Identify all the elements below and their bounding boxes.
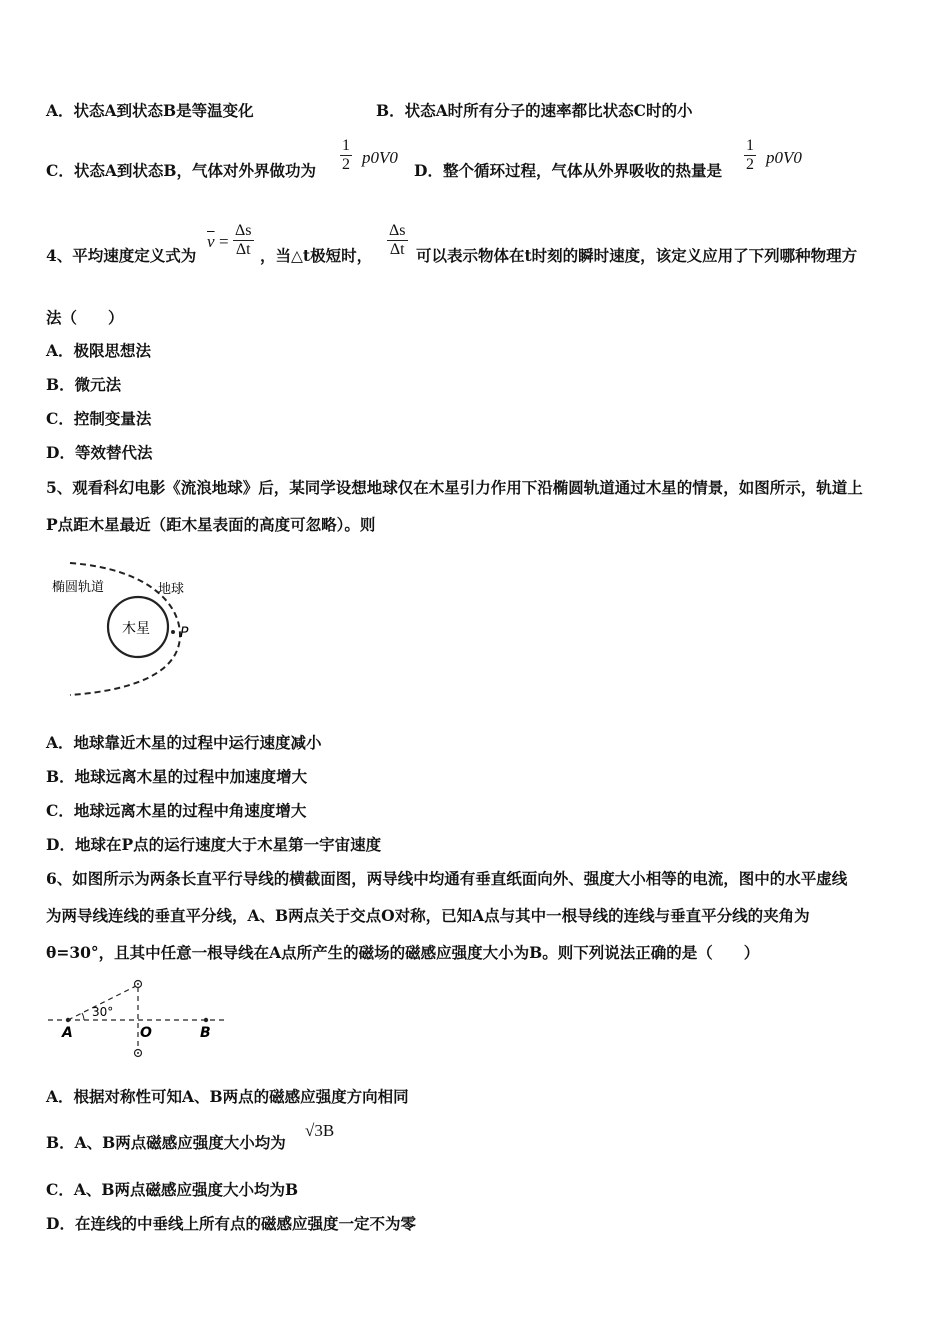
q5-option-d: D．地球在P点的运行速度大于木星第一宇宙速度: [46, 835, 382, 854]
q4-option-b: B．微元法: [46, 375, 122, 394]
q6-stem-line2: 为两导线连线的垂直平分线，A、B两点关于交点O对称，已知A点与其中一根导线的连线与垂直平分线的夹角为: [46, 906, 810, 925]
label-b: B: [200, 1025, 211, 1041]
lower-wire-dot: [137, 1052, 139, 1054]
q5-option-c: C．地球远离木星的过程中角速度增大: [46, 801, 307, 820]
q6-option-b-math: √3B: [305, 1121, 335, 1140]
q6-option-c: C．A、B两点磁感应强度大小均为B: [46, 1180, 299, 1199]
q3-option-d-p0v0: p0V0: [766, 148, 802, 167]
q4-stem-part3: 可以表示物体在t时刻的瞬时速度，该定义应用了下列哪种物理方: [416, 246, 858, 265]
q3-option-c: C．状态A到状态B，气体对外界做功为: [46, 161, 316, 180]
q4-option-d: D．等效替代法: [46, 443, 153, 462]
q3-option-b: B．状态A时所有分子的速率都比状态C时的小: [376, 101, 693, 120]
q4-fraction-1: [233, 222, 254, 259]
q4-option-c: C．控制变量法: [46, 409, 152, 428]
q6-wires-figure: [44, 975, 234, 1065]
angle-arc: [82, 1013, 84, 1020]
q6-option-b: B．A、B两点磁感应强度大小均为: [46, 1133, 286, 1152]
q4-vbar: $\overline{v}$: [207, 232, 215, 251]
upper-wire-dot: [137, 983, 139, 985]
angle-label: 30°: [92, 1005, 114, 1019]
q5-stem-line1: 5、观看科幻电影《流浪地球》后，某同学设想地球仅在木星引力作用下沿椭圆轨道通过木星的情景，如图所示，轨道上: [46, 478, 863, 497]
label-o: O: [140, 1025, 152, 1041]
point-p-marker: [171, 630, 175, 634]
q4-fraction-2: [387, 222, 408, 259]
q6-stem-line3: θ=30°，且其中任意一根导线在A点所产生的磁场的磁感应强度大小为B。则下列说法正确的是（ ）: [46, 943, 760, 962]
q3-option-d-fraction: [744, 137, 756, 174]
q4-equals: =: [219, 232, 229, 251]
fraction-numerator: Δs: [389, 222, 406, 239]
q3-option-a: A．状态A到状态B是等温变化: [46, 101, 254, 120]
q6-option-d: D．在连线的中垂线上所有点的磁感应强度一定不为零: [46, 1214, 416, 1233]
jupiter-label: 木星: [122, 621, 150, 637]
earth-label: 地球: [158, 582, 185, 597]
fraction-denominator: Δt: [235, 241, 251, 258]
q4-stem-part1: 4、平均速度定义式为: [46, 246, 197, 265]
fraction-denominator: 2: [342, 156, 350, 173]
q5-option-b: B．地球远离木星的过程中加速度增大: [46, 767, 308, 786]
fraction-denominator: Δt: [389, 241, 405, 258]
q4-stem-part2: ，当△t极短时，: [260, 246, 373, 265]
q5-stem-line2: P点距木星最近（距木星表面的高度可忽略）。则: [46, 515, 376, 534]
q5-option-a: A．地球靠近木星的过程中运行速度减小: [46, 733, 322, 752]
q3-option-d: D．整个循环过程，气体从外界吸收的热量是: [414, 161, 722, 180]
point-p-label: P: [180, 625, 189, 641]
q3-option-c-p0v0: p0V0: [362, 148, 398, 167]
q4-stem-part4: 法（ ）: [46, 308, 124, 327]
q6-option-a: A．根据对称性可知A、B两点的磁感应强度方向相同: [46, 1087, 409, 1106]
fraction-numerator: Δs: [235, 222, 252, 239]
point-b-marker: [204, 1018, 208, 1022]
orbit-label: 椭圆轨道: [52, 580, 105, 595]
fraction-numerator: 1: [342, 137, 350, 154]
point-a-marker: [66, 1018, 70, 1022]
fraction-denominator: 2: [746, 156, 754, 173]
q6-stem-line1: 6、如图所示为两条长直平行导线的横截面图，两导线中均通有垂直纸面向外、强度大小相等的电流，图中的水平虚线: [46, 869, 848, 888]
q5-orbit-figure: [40, 555, 220, 705]
fraction-numerator: 1: [746, 137, 754, 154]
q4-option-a: A．极限思想法: [46, 341, 152, 360]
label-a: A: [62, 1025, 73, 1041]
q3-option-c-fraction: [340, 137, 352, 174]
